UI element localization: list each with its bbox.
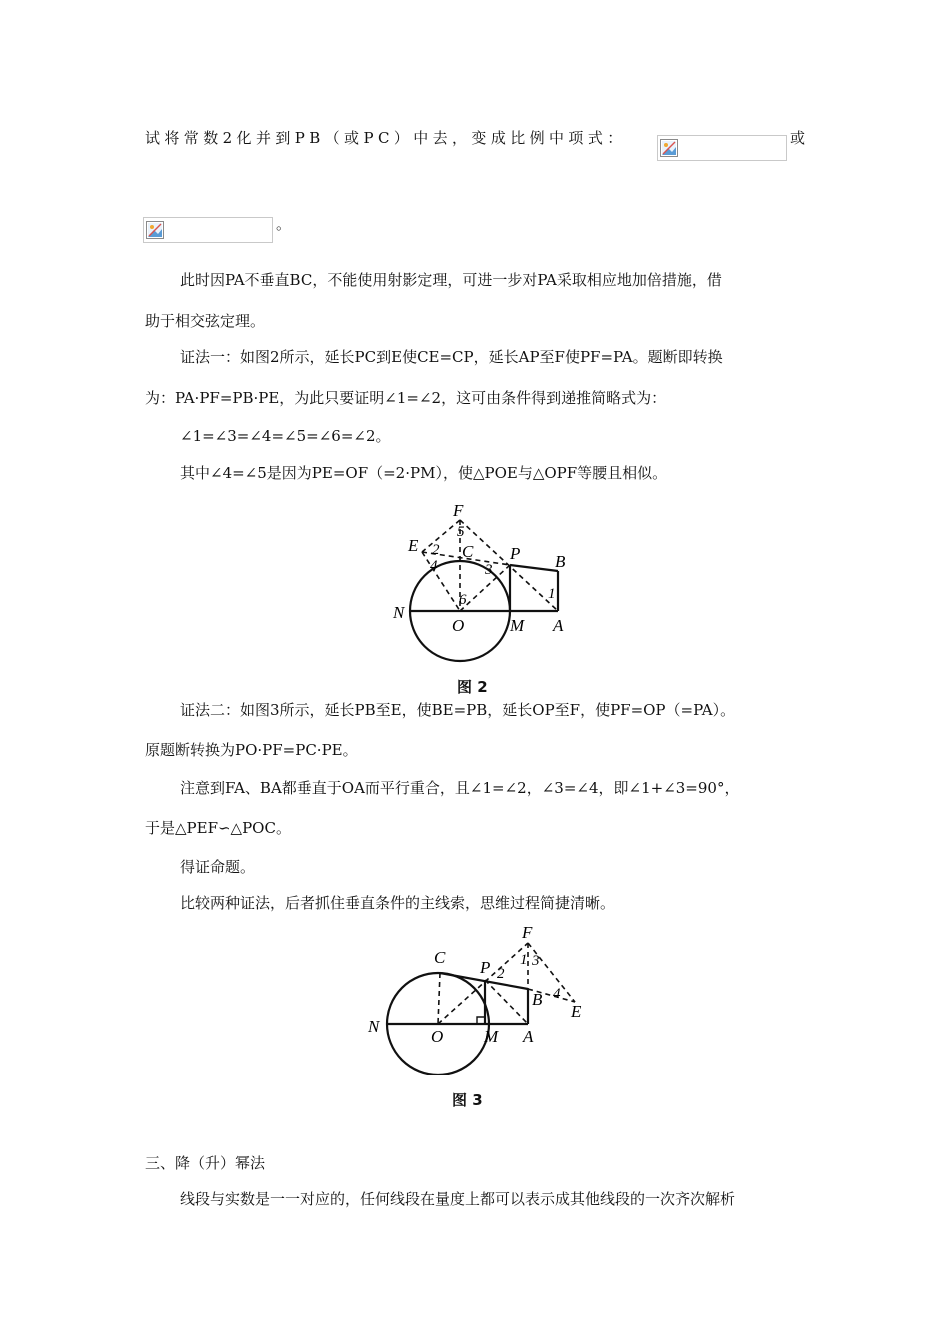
fig2-line-PB <box>510 565 558 571</box>
fig2-label-5: 5 <box>457 524 465 540</box>
fig3-label-3: 3 <box>532 953 540 969</box>
fig2-label-C: C <box>462 542 474 561</box>
fig2-label-6: 6 <box>459 592 467 608</box>
fig3-label-B: B <box>532 990 543 1009</box>
fig3-label-4: 4 <box>553 986 561 1002</box>
fig3-dash-CO <box>438 973 440 1024</box>
fig3-dash-PA <box>485 980 528 1024</box>
paragraph-8-line-1: 注意到FA、BA都垂直于OA而平行重合，且∠1=∠2，∠3=∠4，即∠1+∠3=90°， <box>180 779 740 797</box>
paragraph-3-line-2: 助于相交弦定理。 <box>145 312 266 330</box>
fig2-label-2: 2 <box>432 542 440 558</box>
paragraph-12: 线段与实数是一一对应的，任何线段在量度上都可以表示成其他线段的一次齐次解析 <box>180 1190 736 1208</box>
paragraph-5: ∠1=∠3=∠4=∠5=∠6=∠2。 <box>180 427 391 445</box>
broken-image-icon <box>146 221 164 239</box>
fig3-label-A: A <box>523 1027 534 1046</box>
fig2-label-M: M <box>510 616 525 635</box>
paragraph-7-line-1: 证法二：如图3所示，延长PB至E，使BE=PB，延长OP至F，使PF=OP（=PA）。 <box>180 701 736 719</box>
fig2-dash-FE <box>422 520 460 552</box>
fig3-label-O: O <box>431 1027 444 1046</box>
fig2-label-P: P <box>510 544 521 563</box>
fig3-label-C: C <box>434 948 446 967</box>
fig2-label-4: 4 <box>430 558 438 574</box>
fig3-label-E: E <box>571 1002 582 1021</box>
figure-2-caption: 图 2 <box>457 678 488 696</box>
fig3-label-2: 2 <box>497 966 505 982</box>
figure-3-diagram <box>360 925 590 1075</box>
fig3-label-1: 1 <box>520 952 528 968</box>
paragraph-3-line-1: 此时因PA不垂直BC，不能使用射影定理，可进一步对PA采取相应地加倍措施，借 <box>180 271 722 289</box>
fig2-label-B: B <box>555 552 566 571</box>
fig3-label-M: M <box>484 1027 499 1046</box>
fig3-label-P: P <box>480 958 491 977</box>
paragraph-4-line-2: 为：PA·PF=PB·PE，为此只要证明∠1=∠2，这可由条件得到递推简略式为： <box>145 389 667 407</box>
fig2-label-N: N <box>393 603 405 622</box>
figure-3-caption: 图 3 <box>452 1091 483 1109</box>
fig3-label-N: N <box>368 1017 380 1036</box>
section-heading: 三、降（升）幂法 <box>145 1154 266 1172</box>
paragraph-8-line-2: 于是△PEF∽△POC。 <box>145 819 291 837</box>
broken-image-icon <box>660 139 678 157</box>
paragraph-7-line-2: 原题断转换为PO·PF=PC·PE。 <box>145 741 358 759</box>
fig2-label-E: E <box>408 536 419 555</box>
fig3-label-F: F <box>522 925 533 942</box>
paragraph-6: 其中∠4=∠5是因为PE=OF（=2·PM），使△POE与△OPF等腰且相似。 <box>180 464 668 482</box>
fig2-label-F: F <box>453 501 464 520</box>
fig2-label-O: O <box>452 616 465 635</box>
paragraph-2-tail: 。 <box>276 215 292 233</box>
fig2-label-A: A <box>553 616 564 635</box>
paragraph-1-tail: 或 <box>790 129 806 147</box>
paragraph-10: 比较两种证法，后者抓住垂直条件的主线索，思维过程简捷清晰。 <box>180 894 616 912</box>
paragraph-1: 试将常数2化并到PB（或PC）中去，变成比例中项式： <box>145 129 627 147</box>
fig2-label-3: 3 <box>485 562 493 578</box>
formula-image-2 <box>143 217 273 243</box>
paragraph-9: 得证命题。 <box>180 858 256 876</box>
paragraph-4-line-1: 证法一：如图2所示，延长PC到E使CE=CP，延长AP至F使PF=PA。题断即转换 <box>180 348 723 366</box>
figure-2-diagram <box>385 498 585 668</box>
fig2-label-1: 1 <box>548 586 556 602</box>
fig3-dash-OF <box>438 943 528 1024</box>
formula-image-1 <box>657 135 787 161</box>
